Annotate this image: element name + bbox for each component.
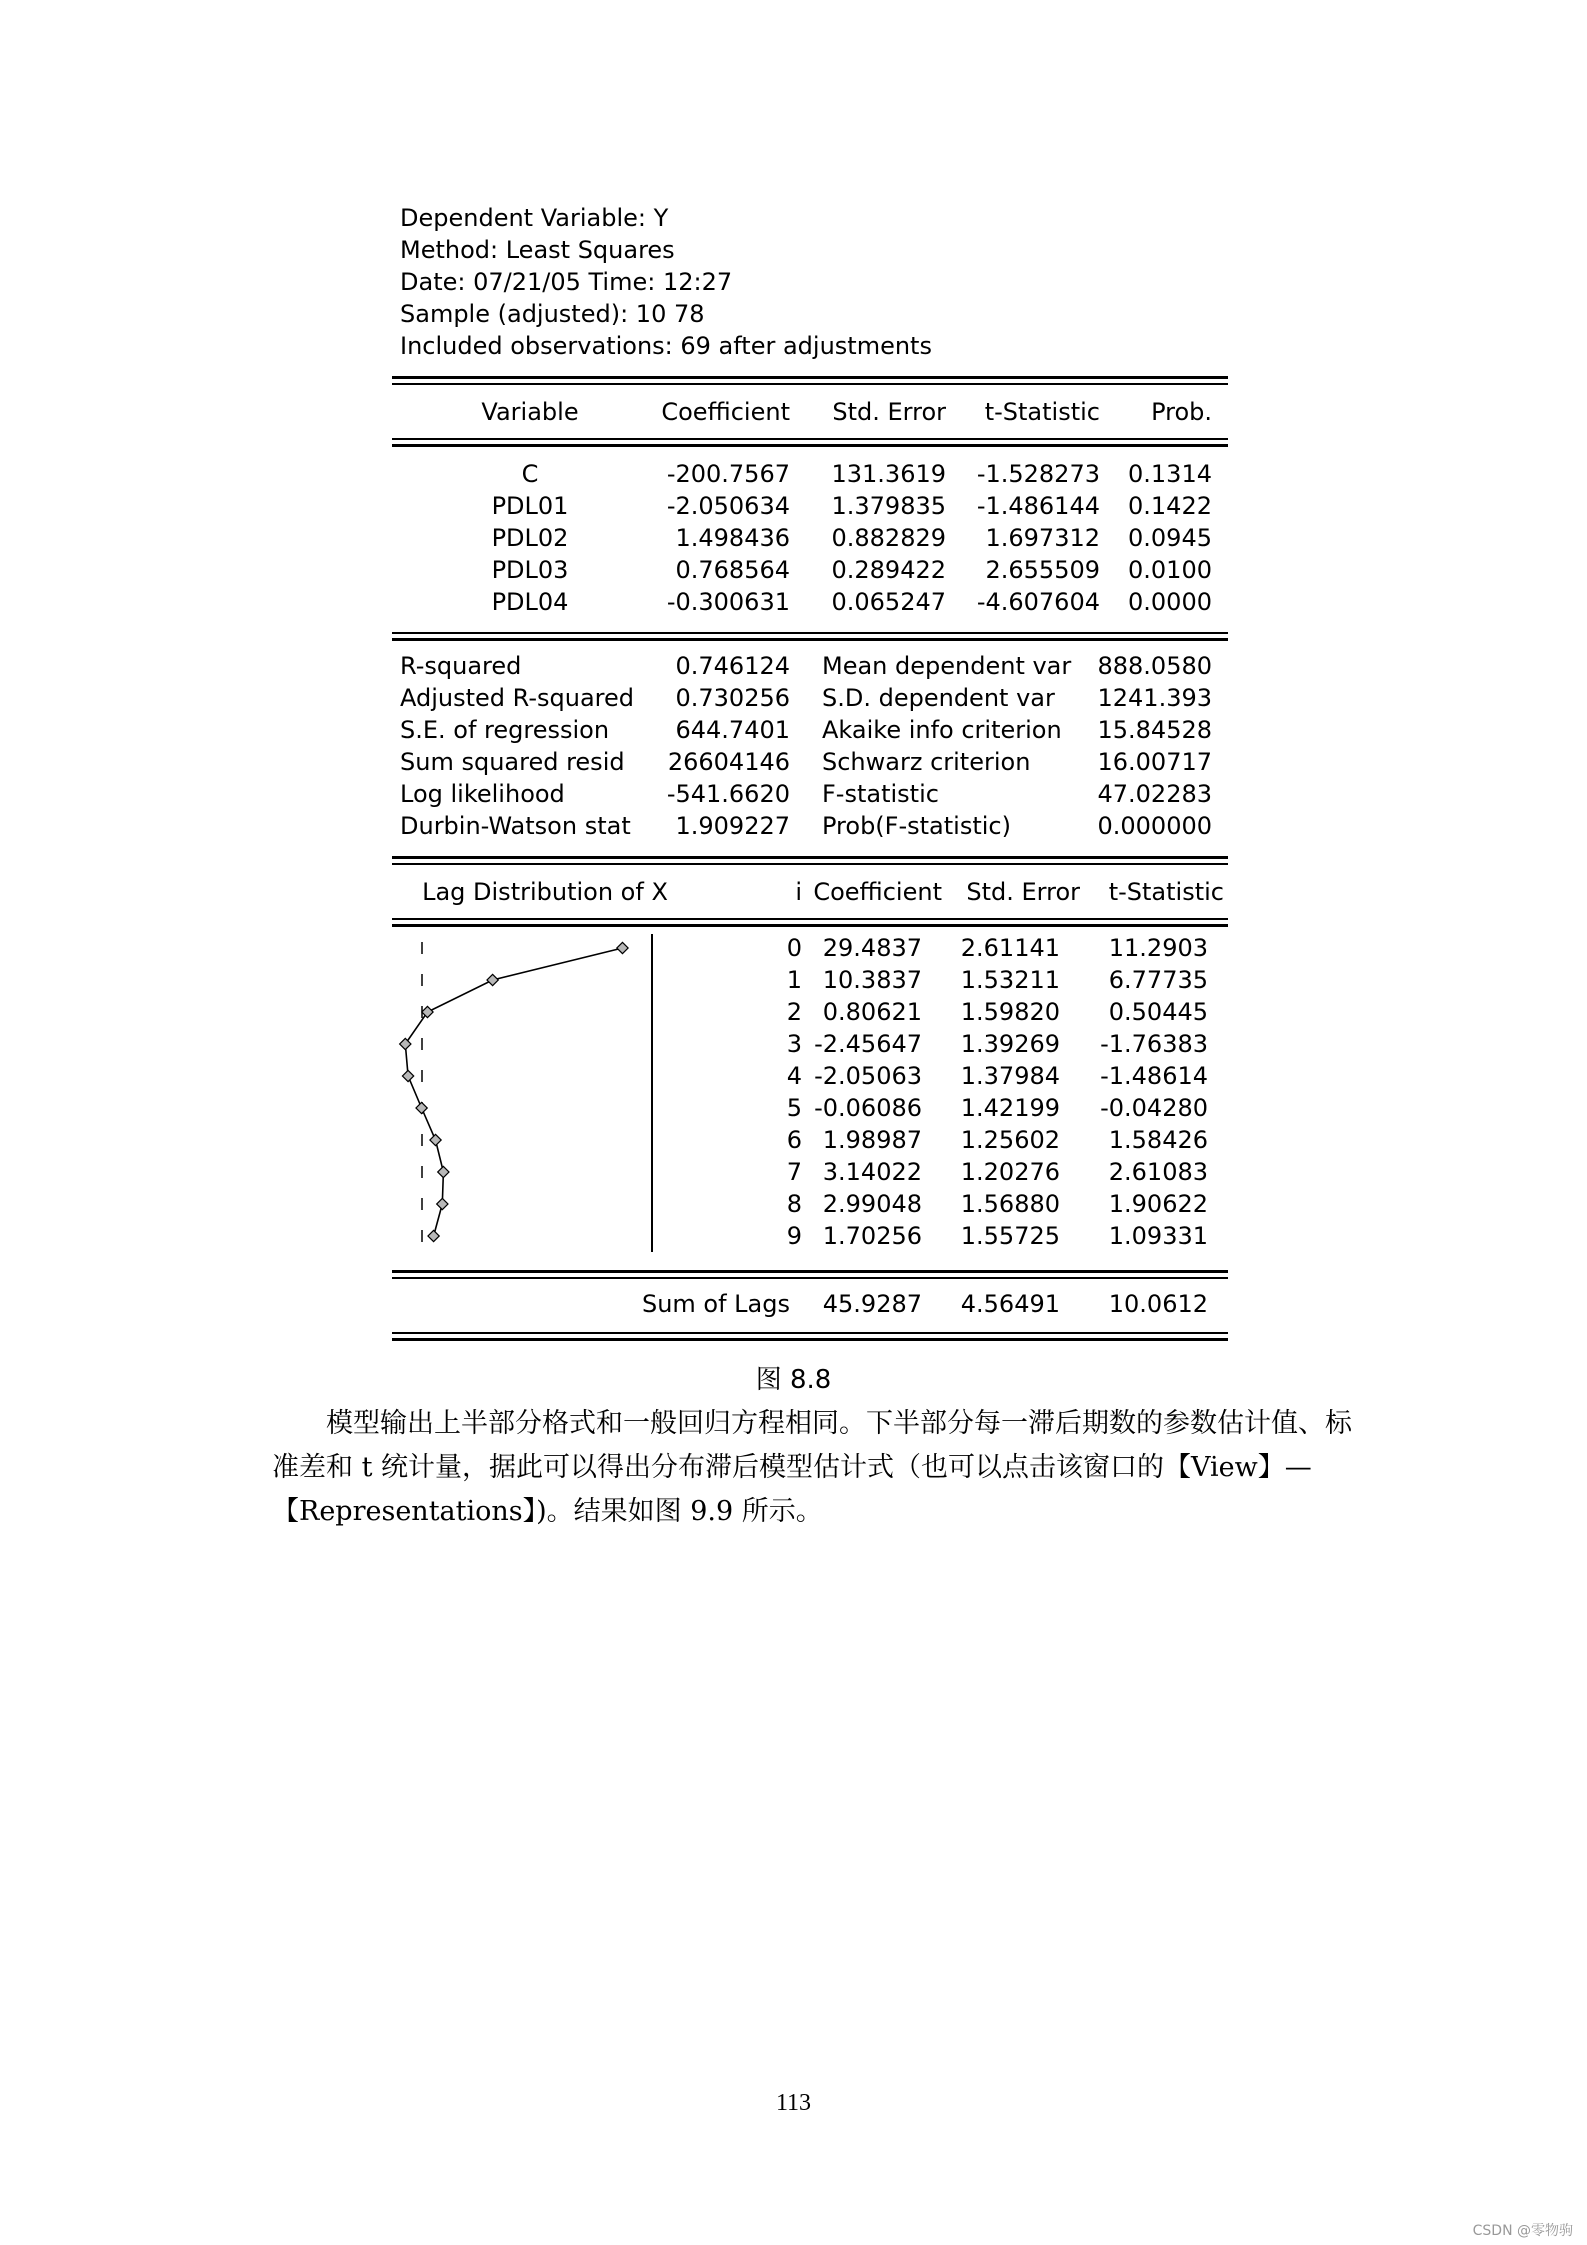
lag-coefficient: 1.70256 (822, 1222, 922, 1250)
plot-point (422, 1006, 433, 1017)
col-header-prob: Prob. (1151, 398, 1212, 426)
plot-point (428, 1230, 439, 1241)
stat-value: 0.000000 (1097, 812, 1212, 840)
plot-point (400, 1038, 411, 1049)
table-rule (392, 383, 1228, 385)
stat-label: Sum squared resid (400, 748, 625, 776)
lag-std-error: 1.53211 (960, 966, 1060, 994)
table-rule (392, 1277, 1228, 1279)
lag-header-i: i (795, 878, 802, 906)
table-rule (392, 444, 1228, 447)
lag-t-statistic: 6.77735 (1108, 966, 1208, 994)
plot-point (438, 1166, 449, 1177)
table-rule (392, 918, 1228, 920)
coef-std-error: 131.3619 (831, 460, 946, 488)
lag-i: 1 (786, 966, 802, 994)
stat-value: -541.6620 (666, 780, 790, 808)
coef-t-statistic: 1.697312 (985, 524, 1100, 552)
coef-t-statistic: -1.486144 (976, 492, 1100, 520)
table-rule (392, 1270, 1228, 1273)
lag-t-statistic: 2.61083 (1108, 1158, 1208, 1186)
stat-value: 16.00717 (1097, 748, 1212, 776)
plot-point (617, 942, 628, 953)
stat-label: S.E. of regression (400, 716, 610, 744)
lag-std-error: 1.39269 (960, 1030, 1060, 1058)
coef-variable: PDL02 (491, 524, 569, 552)
stat-value: 0.746124 (675, 652, 790, 680)
lag-distribution-plot (392, 930, 672, 1260)
lag-coefficient: -2.45647 (814, 1030, 922, 1058)
table-rule (392, 863, 1228, 865)
col-header-variable: Variable (481, 398, 579, 426)
lag-std-error: 1.55725 (960, 1222, 1060, 1250)
lag-t-statistic: -0.04280 (1100, 1094, 1208, 1122)
coef-variable: C (521, 460, 539, 488)
stat-label: Prob(F-statistic) (822, 812, 1011, 840)
coef-t-statistic: -1.528273 (976, 460, 1100, 488)
lag-i: 2 (786, 998, 802, 1026)
header-sample: Sample (adjusted): 10 78 (400, 300, 705, 328)
lag-std-error: 2.61141 (960, 934, 1060, 962)
coef-prob: 0.0100 (1128, 556, 1212, 584)
header-method: Method: Least Squares (400, 236, 675, 264)
lag-header-t-statistic: t-Statistic (1108, 878, 1224, 906)
stat-value: 0.730256 (675, 684, 790, 712)
coef-prob: 0.1422 (1128, 492, 1212, 520)
lag-coefficient: -2.05063 (814, 1062, 922, 1090)
stat-label: F-statistic (822, 780, 939, 808)
header-observations: Included observations: 69 after adjustments (400, 332, 932, 360)
header-date: Date: 07/21/05 Time: 12:27 (400, 268, 733, 296)
page-number: 113 (775, 2090, 812, 2116)
plot-point (430, 1134, 441, 1145)
table-rule (392, 438, 1228, 440)
lag-t-statistic: 1.09331 (1108, 1222, 1208, 1250)
stat-value: 15.84528 (1097, 716, 1212, 744)
lag-coefficient: 1.98987 (822, 1126, 922, 1154)
lag-header-coefficient: Coefficient (813, 878, 942, 906)
lag-i: 7 (786, 1158, 802, 1186)
lag-t-statistic: 1.90622 (1108, 1190, 1208, 1218)
lag-std-error: 1.42199 (960, 1094, 1060, 1122)
lag-t-statistic: 0.50445 (1108, 998, 1208, 1026)
stat-value: 26604146 (667, 748, 790, 776)
coef-variable: PDL01 (491, 492, 569, 520)
table-rule (392, 1332, 1228, 1334)
coef-value: -2.050634 (666, 492, 790, 520)
stat-value: 888.0580 (1097, 652, 1212, 680)
col-header-coefficient: Coefficient (661, 398, 790, 426)
coef-value: 1.498436 (675, 524, 790, 552)
coef-variable: PDL03 (491, 556, 569, 584)
coef-value: -200.7567 (666, 460, 790, 488)
coef-std-error: 0.065247 (831, 588, 946, 616)
sum-of-lags-label: Sum of Lags (641, 1290, 790, 1318)
lag-coefficient: 0.80621 (822, 998, 922, 1026)
lag-coefficient: 10.3837 (822, 966, 922, 994)
lag-i: 6 (786, 1126, 802, 1154)
stat-label: S.D. dependent var (822, 684, 1055, 712)
lag-i: 0 (786, 934, 802, 962)
stat-value: 1241.393 (1097, 684, 1212, 712)
lag-coefficient: -0.06086 (814, 1094, 922, 1122)
stat-value: 644.7401 (675, 716, 790, 744)
lag-i: 8 (786, 1190, 802, 1218)
watermark: CSDN @零物驹 (1472, 2223, 1573, 2239)
lag-std-error: 1.25602 (960, 1126, 1060, 1154)
coef-prob: 0.0000 (1128, 588, 1212, 616)
coef-variable: PDL04 (491, 588, 569, 616)
coef-std-error: 1.379835 (831, 492, 946, 520)
lag-t-statistic: -1.76383 (1100, 1030, 1208, 1058)
stat-value: 47.02283 (1097, 780, 1212, 808)
coef-value: 0.768564 (675, 556, 790, 584)
coef-value: -0.300631 (666, 588, 790, 616)
lag-coefficient: 2.99048 (822, 1190, 922, 1218)
lag-i: 5 (786, 1094, 802, 1122)
table-rule (392, 856, 1228, 859)
coef-prob: 0.1314 (1128, 460, 1212, 488)
lag-coefficient: 3.14022 (822, 1158, 922, 1186)
lag-t-statistic: 11.2903 (1108, 934, 1208, 962)
sum-coefficient: 45.9287 (822, 1290, 922, 1318)
stat-label: Mean dependent var (822, 652, 1072, 680)
stat-label: Log likelihood (400, 780, 565, 808)
plot-markers (400, 942, 629, 1241)
stat-label: Akaike info criterion (822, 716, 1062, 744)
lag-std-error: 1.59820 (960, 998, 1060, 1026)
stat-value: 1.909227 (675, 812, 790, 840)
table-rule (392, 376, 1228, 379)
lag-header-distribution: Lag Distribution of X (422, 878, 668, 906)
header-dependent-variable: Dependent Variable: Y (400, 204, 669, 232)
table-rule (392, 638, 1228, 641)
coef-prob: 0.0945 (1128, 524, 1212, 552)
coef-t-statistic: 2.655509 (985, 556, 1100, 584)
lag-i: 4 (786, 1062, 802, 1090)
lag-t-statistic: 1.58426 (1108, 1126, 1208, 1154)
lag-t-statistic: -1.48614 (1100, 1062, 1208, 1090)
col-header-std-error: Std. Error (832, 398, 946, 426)
plot-point (487, 974, 498, 985)
coef-t-statistic: -4.607604 (976, 588, 1100, 616)
plot-point (416, 1102, 427, 1113)
stat-label: Schwarz criterion (822, 748, 1031, 776)
lag-i: 3 (786, 1030, 802, 1058)
table-rule (392, 632, 1228, 634)
lag-i: 9 (786, 1222, 802, 1250)
lag-std-error: 1.20276 (960, 1158, 1060, 1186)
lag-coefficient: 29.4837 (822, 934, 922, 962)
sum-t-statistic: 10.0612 (1108, 1290, 1208, 1318)
lag-header-std-error: Std. Error (966, 878, 1080, 906)
coef-std-error: 0.289422 (831, 556, 946, 584)
lag-std-error: 1.37984 (960, 1062, 1060, 1090)
plot-point (437, 1198, 448, 1209)
paragraph-text: 模型输出上半部分格式和一般回归方程相同。下半部分每一滞后期数的参数估计值、标准差和 t 统计量，据此可以得出分布滞后模型估计式（也可以点击该窗口的【View】—【Representations】)。结果如图 9.9 所示。 (272, 1408, 1352, 1527)
table-rule (392, 1338, 1228, 1341)
body-paragraph (272, 1402, 1362, 1534)
plot-point (402, 1070, 413, 1081)
lag-std-error: 1.56880 (960, 1190, 1060, 1218)
plot-series-line (405, 948, 622, 1236)
col-header-t-statistic: t-Statistic (984, 398, 1100, 426)
coef-std-error: 0.882829 (831, 524, 946, 552)
stat-label: R-squared (400, 652, 522, 680)
stat-label: Durbin-Watson stat (400, 812, 631, 840)
sum-std-error: 4.56491 (960, 1290, 1060, 1318)
figure-caption: 图 8.8 (755, 1365, 832, 1395)
stat-label: Adjusted R-squared (400, 684, 635, 712)
table-rule (392, 924, 1228, 927)
